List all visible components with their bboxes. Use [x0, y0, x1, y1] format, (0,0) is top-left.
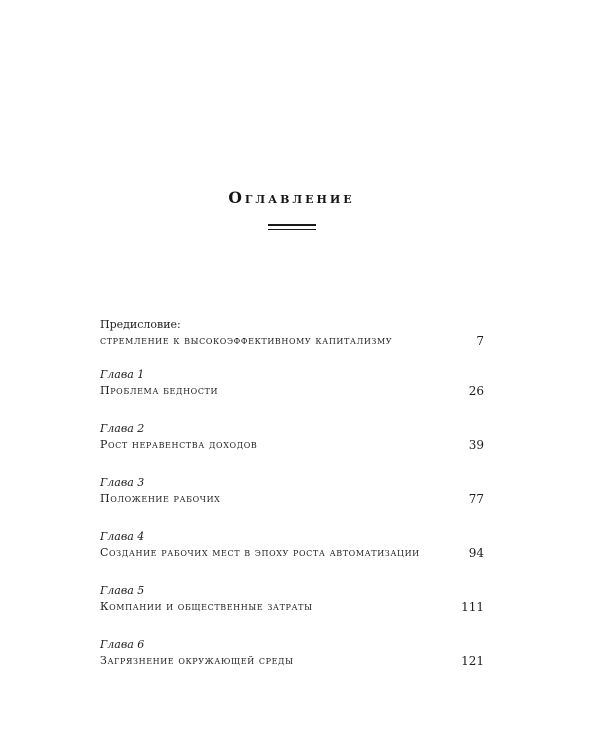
chapter-label: Глава 4 — [100, 530, 145, 543]
chapter-label: Глава 3 — [100, 476, 145, 489]
chapter-label: Глава 1 — [100, 368, 145, 381]
page-title: Оглавление — [228, 188, 355, 207]
toc-entry-chapter-4[interactable] — [100, 530, 484, 562]
toc-entry-chapter-6[interactable] — [100, 638, 484, 670]
toc-row — [100, 384, 484, 400]
chapter-title: Загрязнение окружающей среды — [100, 654, 294, 667]
title-double-rule — [268, 224, 316, 234]
chapter-label: Глава 5 — [100, 584, 145, 597]
toc-entry-chapter-2[interactable] — [100, 422, 484, 454]
preface-title: стремление к высокоэффективному капитализму — [100, 334, 393, 347]
toc-row — [100, 600, 484, 616]
toc-row-preface — [100, 334, 484, 350]
title-rule-bottom — [268, 229, 316, 230]
chapter-title: Проблема бедности — [100, 384, 219, 397]
title-rule-top — [268, 224, 316, 226]
chapter-page-number: 77 — [468, 492, 484, 506]
toc-row — [100, 492, 484, 508]
toc-entry-preface[interactable] — [100, 318, 484, 350]
toc-entry-chapter-5[interactable] — [100, 584, 484, 616]
toc-entry-chapter-3[interactable] — [100, 476, 484, 508]
chapter-title: Положение рабочих — [100, 492, 221, 505]
chapter-page-number: 121 — [461, 654, 484, 668]
toc-row — [100, 438, 484, 454]
chapter-page-number: 111 — [461, 600, 484, 614]
chapter-page-number: 39 — [468, 438, 484, 452]
toc-row — [100, 654, 484, 670]
chapter-label: Глава 2 — [100, 422, 145, 435]
chapter-title: Рост неравенства доходов — [100, 438, 258, 451]
toc-row — [100, 546, 484, 562]
toc-entry-chapter-1[interactable] — [100, 368, 484, 400]
chapter-page-number: 26 — [468, 384, 484, 398]
chapter-title: Создание рабочих мест в эпоху роста автоматизации — [100, 546, 420, 559]
preface-page-number: 7 — [476, 334, 484, 348]
preface-label: Предисловие: — [100, 318, 181, 331]
chapter-page-number: 94 — [468, 546, 484, 560]
chapter-label: Глава 6 — [100, 638, 145, 651]
chapter-title: Компании и общественные затраты — [100, 600, 313, 613]
